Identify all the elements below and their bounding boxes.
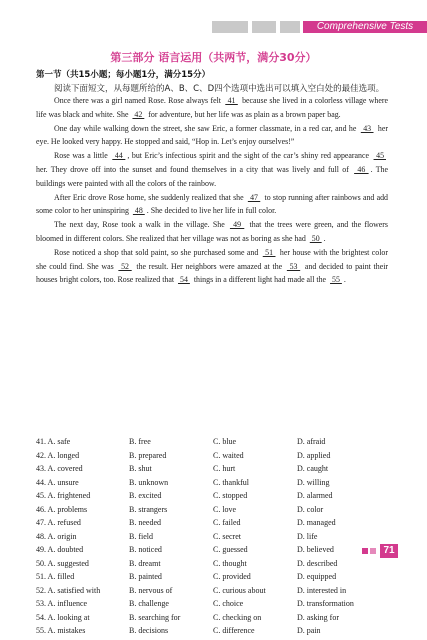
- option-choice: D. caught: [297, 464, 329, 473]
- option-choice: B. excited: [129, 491, 162, 500]
- option-choice: C. secret: [213, 531, 241, 541]
- decor-square: [370, 548, 376, 554]
- option-choice: C. thankful: [213, 477, 249, 487]
- blank-42: 42: [132, 109, 145, 119]
- option-row: [36, 613, 396, 627]
- decor-square: [362, 548, 368, 554]
- passage-text: her. They drove off into the sunset and found themselves in a city that was lively and full of: [36, 164, 353, 174]
- blank-44: 44: [112, 151, 126, 161]
- option-choice: B. challenge: [129, 599, 169, 608]
- option-choice: B. noticed: [129, 545, 162, 554]
- option-choice: B. free: [129, 437, 151, 446]
- passage-paragraph: [36, 246, 388, 287]
- option-choice: C. checking on: [213, 612, 262, 622]
- passage-text: Rose was a little: [54, 151, 111, 161]
- header-segment: [212, 21, 248, 33]
- passage-text: things in a different light had made all the: [191, 275, 329, 285]
- option-choice: 44. A. unsure: [36, 477, 79, 487]
- blank-41: 41: [225, 96, 238, 105]
- passage-paragraph: [36, 191, 388, 219]
- option-row: [36, 505, 396, 519]
- option-choice: D. equipped: [297, 572, 337, 581]
- option-choice: C. guessed: [213, 545, 248, 554]
- option-choice: D. described: [297, 558, 338, 568]
- option-row: [36, 532, 396, 546]
- option-row: [36, 437, 396, 451]
- option-row: [36, 464, 396, 478]
- option-choice: D. color: [297, 504, 324, 514]
- option-choice: 54. A. looking at: [36, 612, 90, 622]
- passage-paragraph: [36, 218, 388, 246]
- option-choice: 53. A. influence: [36, 599, 88, 608]
- passage-text: .: [323, 233, 326, 243]
- blank-52: 52: [118, 261, 132, 271]
- option-row: [36, 491, 396, 505]
- option-choice: 41. A. safe: [36, 437, 71, 446]
- option-choice: C. choice: [213, 599, 244, 608]
- option-choice: D. pain: [297, 626, 321, 635]
- option-choice: 51. A. filled: [36, 572, 75, 581]
- passage-paragraph: [36, 94, 388, 122]
- option-choice: C. failed: [213, 518, 241, 527]
- passage: [36, 94, 388, 287]
- passage-text: .: [343, 275, 346, 285]
- passage-text: After Eric drove Rose home, she suddenly realized that she: [54, 192, 246, 202]
- passage-text: . The buildings were painted with all the colors of the rainbow.: [36, 164, 388, 188]
- blank-48: 48: [132, 206, 145, 216]
- blank-43: 43: [360, 123, 374, 133]
- option-choice: 46. A. problems: [36, 504, 88, 514]
- passage-text: Rose noticed a shop that sold paint, so she purchased some and: [54, 247, 261, 257]
- option-choice: B. unknown: [129, 477, 169, 487]
- option-row: [36, 478, 396, 492]
- option-choice: B. nervous of: [129, 585, 173, 595]
- option-choice: C. curious about: [213, 585, 266, 595]
- blank-45: 45: [373, 151, 386, 161]
- option-row: [36, 586, 396, 600]
- option-row: [36, 451, 396, 465]
- passage-text: One day while walking down the street, she saw Eric, a former classmate, in a red car, and he: [54, 123, 359, 133]
- option-choice: D. managed: [297, 518, 336, 527]
- option-row: [36, 599, 396, 613]
- option-choice: B. strangers: [129, 504, 168, 514]
- option-choice: 47. A. refused: [36, 518, 81, 527]
- header-segment: [280, 21, 300, 33]
- option-choice: D. transformation: [297, 599, 354, 608]
- option-choice: C. provided: [213, 572, 251, 581]
- passage-text: to stop running after rainbows and add some color to her uninspiring: [36, 192, 388, 216]
- option-choice: C. hurt: [213, 464, 236, 473]
- option-choice: B. decisions: [129, 626, 169, 635]
- passage-text: because she lived in a colorless village where life was black and white. She: [36, 96, 388, 119]
- option-choice: B. painted: [129, 572, 162, 581]
- option-choice: C. blue: [213, 437, 237, 446]
- option-row: [36, 545, 396, 559]
- passage-text: her house with the brightest color she could find. She was: [36, 247, 388, 271]
- option-choice: D. believed: [297, 545, 334, 554]
- option-choice: 49. A. doubted: [36, 545, 84, 554]
- option-row: [36, 626, 396, 640]
- option-choice: C. stopped: [213, 491, 248, 500]
- blank-54: 54: [178, 275, 190, 285]
- option-choice: C. love: [213, 504, 237, 514]
- passage-paragraph: [36, 149, 388, 190]
- option-row: [36, 518, 396, 532]
- passage-text: The next day, Rose took a walk in the village. She: [54, 220, 228, 230]
- passage-text: that the trees were green, and the flowers bloomed in different colors. She realized that her village was not as boring as she had: [36, 220, 388, 243]
- option-choice: D. willing: [297, 477, 330, 487]
- option-choice: C. thought: [213, 558, 247, 568]
- option-choice: B. prepared: [129, 450, 167, 460]
- option-choice: 45. A. frightened: [36, 491, 91, 500]
- option-choice: 43. A. covered: [36, 464, 83, 473]
- passage-text: her eye. He looked very happy. He stopped and said, “Hop in. Let’s enjoy ourselves!”: [36, 123, 388, 147]
- header-segment: [252, 21, 276, 33]
- option-choice: C. waited: [213, 450, 244, 460]
- option-choice: D. afraid: [297, 437, 326, 446]
- passage-paragraph: [36, 122, 388, 150]
- option-row: [36, 559, 396, 573]
- blank-53: 53: [286, 261, 301, 271]
- header-brand-label: Comprehensive Tests: [303, 21, 427, 33]
- page-number-box: [362, 544, 396, 558]
- page-number: 71: [380, 544, 398, 558]
- passage-text: Once there was a girl named Rose. Rose always felt: [54, 96, 224, 105]
- option-choice: B. field: [129, 531, 153, 541]
- blank-49: 49: [229, 220, 245, 230]
- part-title: 第三部分 语言运用（共两节，满分30分）: [110, 51, 317, 64]
- option-choice: D. applied: [297, 450, 331, 460]
- option-choice: D. interested in: [297, 585, 347, 595]
- option-choice: D. life: [297, 531, 318, 541]
- passage-text: for adventure, but her life was as plain as a brown paper bag.: [146, 109, 341, 119]
- instructions: 阅读下面短文，从每题所给的A、B、C、D四个选项中选出可以填入空白处的最佳选项。: [54, 84, 385, 94]
- option-choice: D. alarmed: [297, 491, 333, 500]
- option-choice: 50. A. suggested: [36, 558, 89, 568]
- blank-55: 55: [330, 275, 342, 285]
- option-choice: B. shut: [129, 464, 152, 473]
- passage-text: . She decided to live her life in full color.: [146, 206, 277, 216]
- option-choice: 48. A. origin: [36, 531, 77, 541]
- blank-46: 46: [354, 164, 369, 174]
- option-choice: B. dreamt: [129, 558, 161, 568]
- blank-50: 50: [309, 233, 322, 243]
- option-choice: 55. A. mistakes: [36, 626, 86, 635]
- option-choice: C. difference: [213, 626, 255, 635]
- blank-51: 51: [262, 247, 276, 257]
- option-choice: B. needed: [129, 518, 161, 527]
- blank-47: 47: [247, 192, 261, 202]
- passage-text: the result. Her neighbors were amazed at the: [133, 261, 285, 271]
- option-choice: 52. A. satisfied with: [36, 585, 101, 595]
- option-choice: D. asking for: [297, 612, 339, 622]
- answer-options: [36, 437, 396, 640]
- option-choice: B. searching for: [129, 612, 181, 622]
- section-heading: 第一节（共15小题；每小题1分，满分15分）: [36, 70, 211, 80]
- option-choice: 42. A. longed: [36, 450, 80, 460]
- passage-text: , but Eric’s infectious spirit and the sight of the car’s shiny red appearance: [127, 151, 372, 161]
- header-bar: [0, 21, 427, 33]
- passage-text: and decided to paint their houses bright colors, too. Rose realized that: [36, 261, 389, 285]
